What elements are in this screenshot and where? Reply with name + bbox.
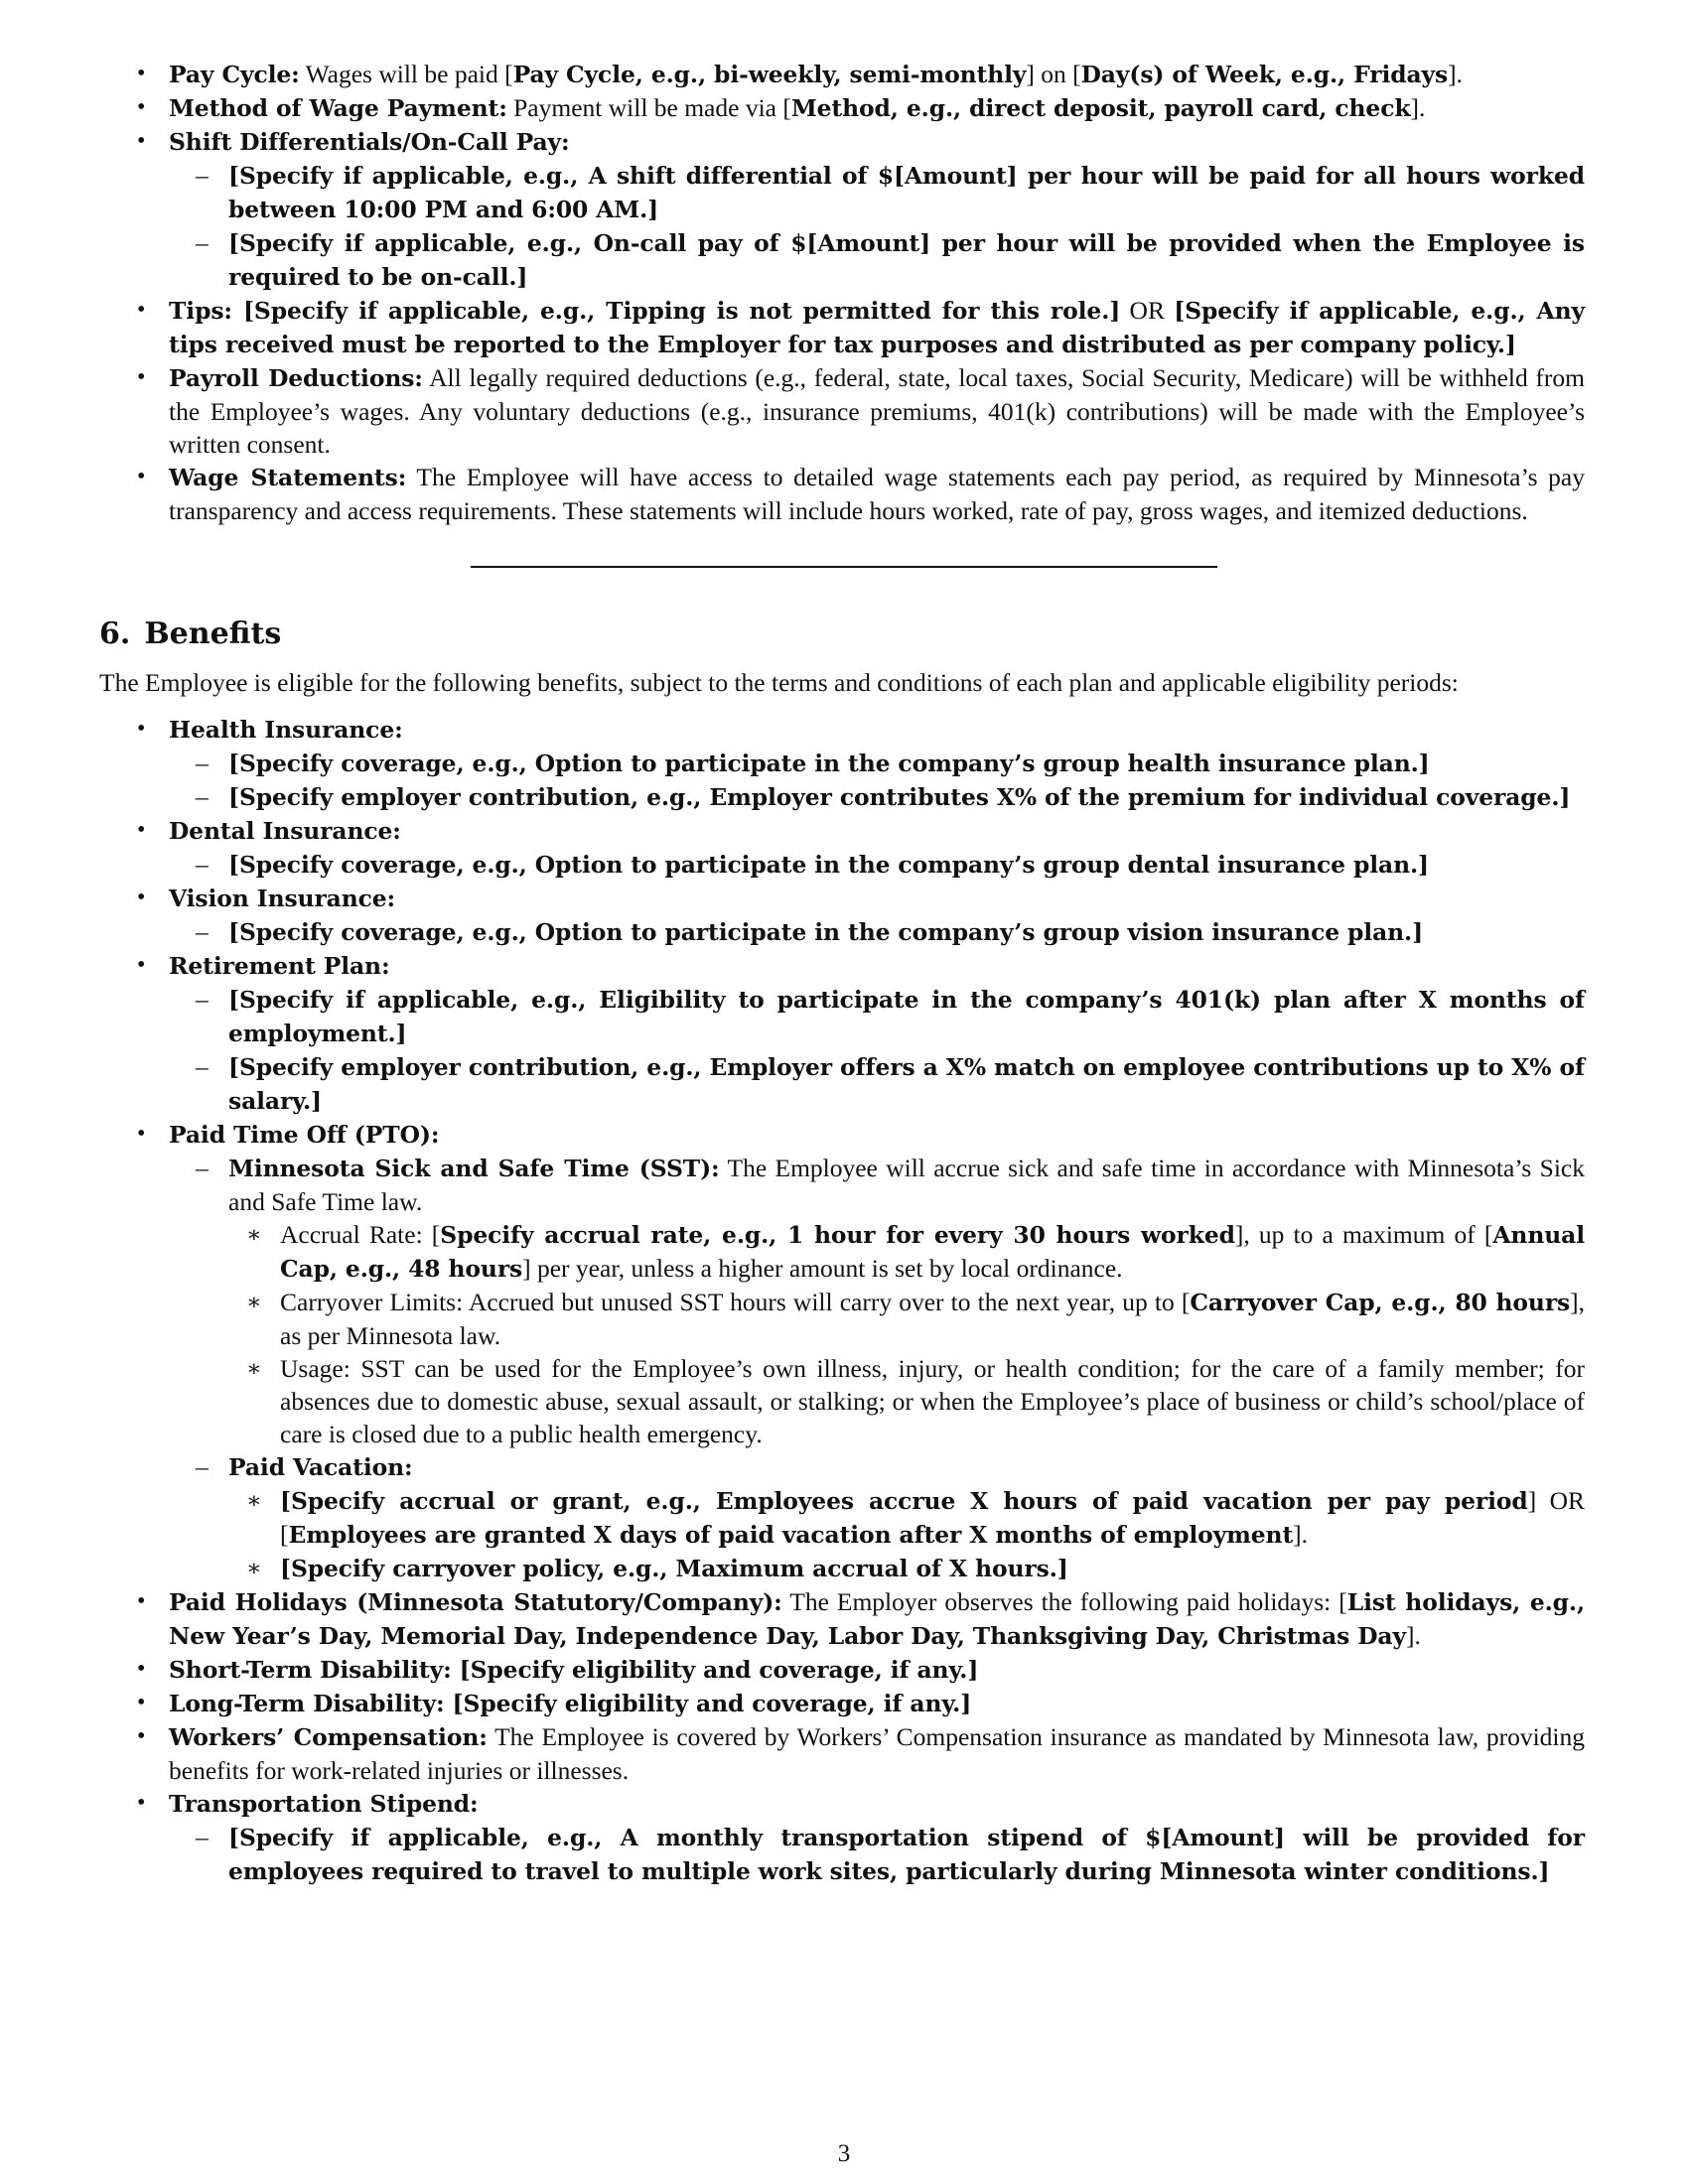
oncall-sub-item: – [Specify if applicable, e.g., On-call pay of $[Amount] per hour will be provided when the Employee is required to be on-call.] [169, 226, 1585, 294]
section-heading-benefits: 6. Benefits [99, 616, 282, 651]
tips-item: • Tips: [Specify if applicable, e.g., Tipping is not permitted for this role.] OR [Specify if applicable, e.g., Any tips received must be reported to the Employer for tax purposes and distributed as per company policy.] [99, 294, 1585, 361]
vacation-sublist [228, 1484, 1585, 1585]
pto-sublist [169, 1152, 1585, 1585]
retirement-plan-item: • Retirement Plan: – [Specify if applicable, e.g., Eligibility to participate in the company’s 401(k) plan after X months of employment.] – [Specify employer contribution, e.g., Employer offers a X% match on employee contributions up to X% of salary.] [99, 949, 1585, 1118]
dental-sublist [169, 848, 1585, 882]
pay-cycle-item: • Pay Cycle: Wages will be paid [Pay Cycle, e.g., bi-weekly, semi-monthly] on [Day(s) of Week, e.g., Fridays]. [99, 58, 1585, 91]
paid-vacation-item: – Paid Vacation: ∗ [Specify accrual or grant, e.g., Employees accrue X hours of paid vacation per pay period] OR [Employees are granted X days of paid vacation after X months of employment]. ∗ [Specify carryover policy, e.g., Maximum accrual of X hours.] [169, 1450, 1585, 1585]
pay-terms-list [99, 58, 1585, 527]
sst-item: – Minnesota Sick and Safe Time (SST): The Employee will accrue sick and safe time in accordance with Minnesota’s Sick and Safe Time law. ∗ Accrual Rate: [Specify accrual rate, e.g., 1 hour for every 30 hours worked], up to a maximum of [Annual Cap, e.g., 48 hours] per year, unless a higher amount is set by local ordinance. ∗ Carryover Limits: Accrued but unused SST hours will carry over to the next year, up to [Carryover Cap, e.g., 80 hours], as per Minnesota law. ∗ Usage: SST can be used for the Employee’s own illness, injury, or health condition; for the care of a family member; for absences due to domestic abuse, sexual assault, or stalking; or when the Employee’s place of business or child’s school/place of care is closed due to a public health emergency. [169, 1152, 1585, 1450]
shift-sublist [169, 159, 1585, 294]
vacation-accrual-item: ∗ [Specify accrual or grant, e.g., Employees accrue X hours of paid vacation per pay period] OR [Employees are granted X days of paid vacation after X months of employment]. [228, 1484, 1585, 1552]
shift-differentials-item: • Shift Differentials/On-Call Pay: – [Specify if applicable, e.g., A shift differential of $[Amount] per hour will be paid for all hours worked between 10:00 PM and 6:00 AM.] – [Specify if applicable, e.g., On-call pay of $[Amount] per hour will be provided when the Employee is required to be on-call.] [99, 125, 1585, 294]
vision-insurance-item: • Vision Insurance: – [Specify coverage, e.g., Option to participate in the company’s group vision insurance plan.] [99, 882, 1585, 949]
vision-coverage-item: – [Specify coverage, e.g., Option to participate in the company’s group vision insurance plan.] [169, 915, 1585, 949]
payroll-deductions-item: • Payroll Deductions: All legally required deductions (e.g., federal, state, local taxes, Social Security, Medicare) will be withheld from the Employee’s wages. Any voluntary deductions (e.g., insurance premiums, 401(k) contributions) will be made with the Employee’s written consent. [99, 361, 1585, 461]
vacation-carryover-item: ∗ [Specify carryover policy, e.g., Maximum accrual of X hours.] [228, 1552, 1585, 1585]
short-term-disability-item: • Short-Term Disability: [Specify eligibility and coverage, if any.] [99, 1653, 1585, 1687]
health-contribution-item: – [Specify employer contribution, e.g., Employer contributes X% of the premium for individual coverage.] [169, 780, 1585, 814]
retirement-eligibility-item: – [Specify if applicable, e.g., Eligibility to participate in the company’s 401(k) plan after X months of employment.] [169, 983, 1585, 1050]
transport-detail-item: – [Specify if applicable, e.g., A monthly transportation stipend of $[Amount] will be provided for employees required to travel to multiple work sites, particularly during Minnesota winter conditions.] [169, 1821, 1585, 1888]
sst-sublist [228, 1218, 1585, 1450]
document-page [99, 58, 1585, 1888]
sst-accrual-item: ∗ Accrual Rate: [Specify accrual rate, e.g., 1 hour for every 30 hours worked], up to a maximum of [Annual Cap, e.g., 48 hours] per year, unless a higher amount is set by local ordinance. [228, 1218, 1585, 1286]
vision-sublist [169, 915, 1585, 949]
retirement-match-item: – [Specify employer contribution, e.g., Employer offers a X% match on employee contributions up to X% of salary.] [169, 1050, 1585, 1118]
section-divider [471, 566, 1217, 568]
benefits-list [99, 713, 1585, 1888]
health-coverage-item: – [Specify coverage, e.g., Option to participate in the company’s group health insurance plan.] [169, 747, 1585, 780]
page-number: 3 [837, 2140, 851, 2167]
dental-coverage-item: – [Specify coverage, e.g., Option to participate in the company’s group dental insurance plan.] [169, 848, 1585, 882]
paid-holidays-item: • Paid Holidays (Minnesota Statutory/Company): The Employer observes the following paid holidays: [List holidays, e.g., New Year’s Day, Memorial Day, Independence Day, Labor Day, Thanksgiving Day, Christmas Day]. [99, 1585, 1585, 1653]
shift-sub-item: – [Specify if applicable, e.g., A shift differential of $[Amount] per hour will be paid for all hours worked between 10:00 PM and 6:00 AM.] [169, 159, 1585, 226]
health-sublist [169, 747, 1585, 814]
retirement-sublist [169, 983, 1585, 1118]
wage-statements-item: • Wage Statements: The Employee will have access to detailed wage statements each pay period, as required by Minnesota’s pay transparency and access requirements. These statements will include hours worked, rate of pay, gross wages, and itemized deductions. [99, 461, 1585, 527]
dental-insurance-item: • Dental Insurance: – [Specify coverage, e.g., Option to participate in the company’s group dental insurance plan.] [99, 814, 1585, 882]
health-insurance-item: • Health Insurance: – [Specify coverage, e.g., Option to participate in the company’s group health insurance plan.] – [Specify employer contribution, e.g., Employer contributes X% of the premium for individual coverage.] [99, 713, 1585, 814]
sst-usage-item: ∗ Usage: SST can be used for the Employee’s own illness, injury, or health condition; for the care of a family member; for absences due to domestic abuse, sexual assault, or stalking; or when the Employee’s place of business or child’s school/place of care is closed due to a public health emergency. [228, 1352, 1585, 1450]
benefits-intro: The Employee is eligible for the following benefits, subject to the terms and conditions of each plan and applicable eligibility periods: [99, 668, 1459, 697]
workers-compensation-item: • Workers’ Compensation: The Employee is covered by Workers’ Compensation insurance as mandated by Minnesota law, providing benefits for work-related injuries or illnesses. [99, 1720, 1585, 1787]
transport-sublist [169, 1821, 1585, 1888]
pto-item: • Paid Time Off (PTO): – Minnesota Sick and Safe Time (SST): The Employee will accrue sick and safe time in accordance with Minnesota’s Sick and Safe Time law. ∗ Accrual Rate: [Specify accrual rate, e.g., 1 hour for every 30 hours worked], up to a maximum of [Annual Cap, e.g., 48 hours] per year, unless a higher amount is set by local ordinance. ∗ Carryover Limits: Accrued but unused SST hours will carry over to the next year, up to [Carryover Cap, e.g., 80 hours], as per Minnesota law. ∗ Usage: SST can be used for the Employee’s own illness, injury, or health condition; for the care of a family member; for absences due to domestic abuse, sexual assault, or stalking; or when the Employee’s place of business or child’s school/place of care is closed due to a public health emergency. – Paid Vacation: ∗ [Specify accrual or grant, e.g., Employees accrue X hours of paid vacation per pay period] OR [Employees are granted X days of paid vacation after X months of employment]. ∗ [Specify carryover policy, e.g., Maximum accrual of X hours.] [99, 1118, 1585, 1585]
sst-carryover-item: ∗ Carryover Limits: Accrued but unused SST hours will carry over to the next year, up to [Carryover Cap, e.g., 80 hours], as per Minnesota law. [228, 1286, 1585, 1352]
transportation-stipend-item: • Transportation Stipend: – [Specify if applicable, e.g., A monthly transportation stipend of $[Amount] will be provided for employees required to travel to multiple work sites, particularly during Minnesota winter conditions.] [99, 1787, 1585, 1888]
long-term-disability-item: • Long-Term Disability: [Specify eligibility and coverage, if any.] [99, 1687, 1585, 1720]
wage-method-item: • Method of Wage Payment: Payment will be made via [Method, e.g., direct deposit, payroll card, check]. [99, 91, 1585, 125]
